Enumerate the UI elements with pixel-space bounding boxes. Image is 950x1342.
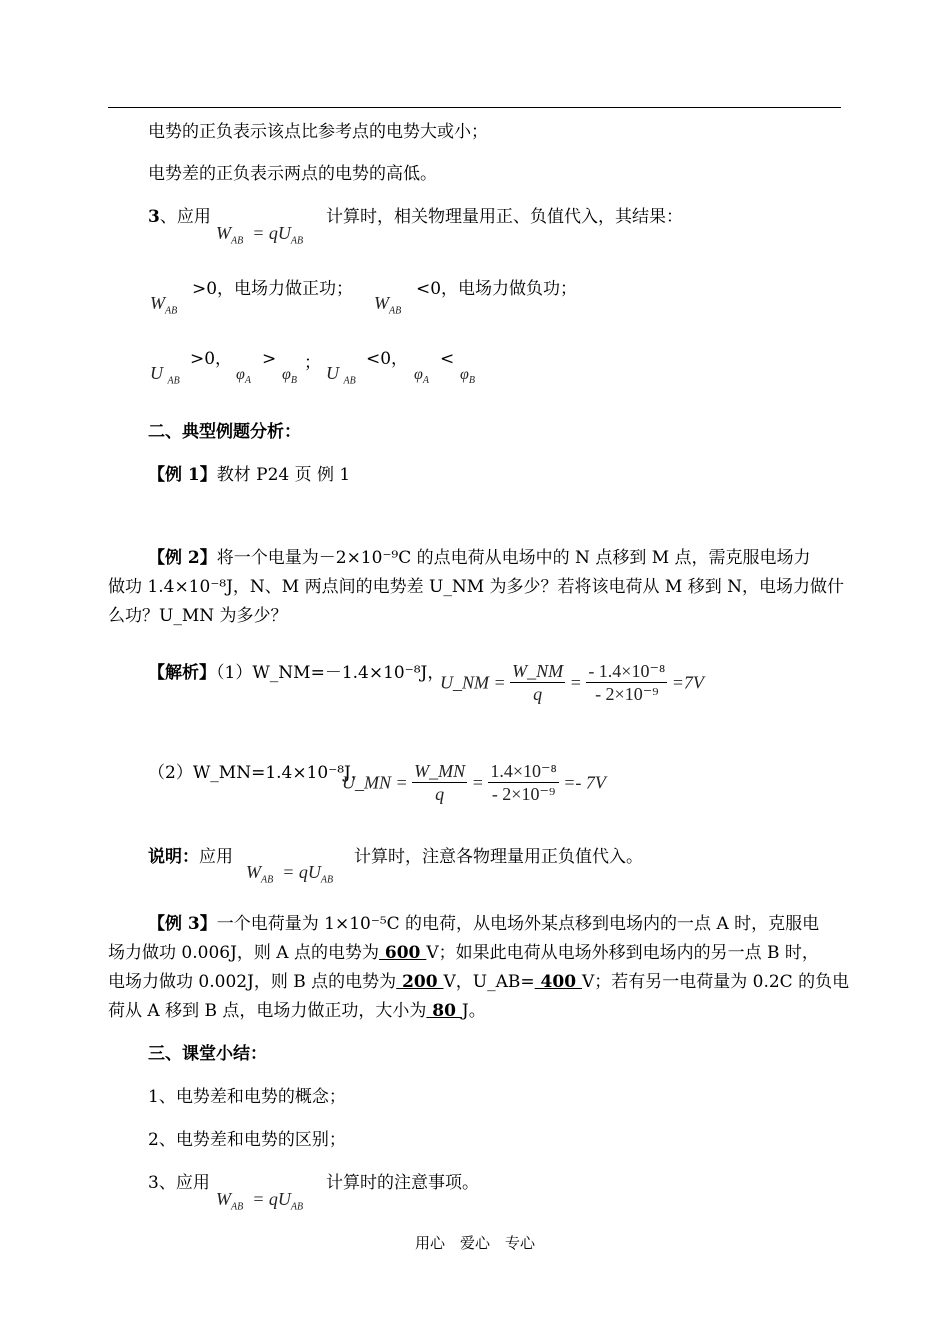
text-line-4b: <0，电场力做负功； [416, 279, 578, 299]
example-2-tag: 【例 2】 [148, 548, 217, 568]
section-heading-2: 二、典型例题分析： [148, 422, 301, 442]
symbol-uab-b: U $_{AB}$ [326, 363, 356, 387]
example-2-line-2: 做功 1.4×10⁻⁸J，N、M 两点间的电势差 U_NM 为多少？若将该电荷从 M 移到 N，电场力做什 [108, 577, 845, 597]
example-3-text-4a: 荷从 A 移到 B 点，电场力做正功，大小为 [108, 1001, 427, 1021]
fraction-numerator: - 1.4×10⁻⁸ [588, 661, 666, 681]
fraction-values-2 [488, 760, 558, 805]
note-apply: 应用 [199, 847, 233, 867]
summary-item-3-text: 计算时的注意事项。 [326, 1173, 479, 1193]
note-line [148, 846, 233, 868]
answer-work: 80 [426, 1001, 462, 1021]
section-heading-3: 三、课堂小结： [148, 1044, 267, 1064]
example-1-text: 教材 P24 页 例 1 [216, 465, 351, 485]
formula-wab-2: $W_{AB} = qU_{AB}$ [246, 862, 334, 886]
example-3-text-2b: V；如果此电荷从电场外移到电场内的另一点 B 时， [426, 943, 819, 963]
summary-item-2: 2、电势差和电势的区别； [148, 1130, 346, 1150]
text-line-4a: >0，电场力做正功； [192, 279, 354, 299]
example-3-line-4 [108, 1000, 486, 1022]
solution-tag: 【解析】 [148, 663, 216, 683]
page-footer: 用心 爱心 专心 [414, 1234, 535, 1252]
fraction-numerator: W_MN [414, 761, 466, 781]
fraction-wnm-q [510, 660, 565, 705]
text-semicolon: ； [304, 353, 321, 373]
symbol-phi-a-2: $\varphi_A$ [414, 366, 429, 387]
fraction-numerator: W_NM [512, 661, 564, 681]
fraction-denominator: q [435, 784, 445, 804]
example-3-text-4b: J。 [461, 1001, 486, 1021]
fraction-numerator: 1.4×10⁻⁸ [490, 761, 557, 781]
example-3-text-3c: V；若有另一电荷量为 0.2C 的负电 [581, 972, 850, 992]
example-3-line-2 [108, 942, 819, 964]
example-3-text-3a: 电场力做功 0.002J，则 B 点的电势为 [108, 972, 397, 992]
formula-result-2: =- 7V [563, 772, 606, 793]
example-3-line-3 [108, 971, 849, 993]
fraction-wmn-q [412, 760, 467, 805]
equals-sign: = [471, 772, 484, 793]
formula-umn [342, 760, 606, 805]
example-3-line-1 [148, 913, 819, 935]
text-uab-positive: >0， [190, 349, 233, 369]
answer-uab: 400 [534, 972, 582, 992]
note-text: 计算时，注意各物理量用正负值代入。 [354, 847, 643, 867]
example-2-text-1: 将一个电量为－2×10⁻⁹C 的点电荷从电场中的 N 点移到 M 点，需克服电场力 [216, 548, 811, 568]
formula-umn-lhs: U_MN = [342, 772, 408, 793]
symbol-phi-b-2: $\varphi_B$ [460, 366, 475, 387]
summary-item-1: 1、电势差和电势的概念； [148, 1087, 346, 1107]
fraction-values-1 [586, 660, 667, 705]
solution-line-1 [148, 662, 444, 684]
symbol-phi-a-1: $\varphi_A$ [236, 366, 251, 387]
example-2-line-1 [148, 547, 811, 569]
fraction-denominator: q [533, 684, 543, 704]
formula-wab-1: $W_{AB} = qU_{AB}$ [216, 223, 304, 247]
text-line-3b: 计算时，相关物理量用正、负值代入，其结果： [326, 207, 683, 227]
equals-sign: = [569, 672, 582, 693]
example-2-line-3: 么功？U_MN 为多少？ [108, 606, 288, 626]
formula-result-1: =7V [671, 672, 704, 693]
text-apply: 、应用 [159, 207, 211, 227]
formula-unm [440, 660, 704, 705]
example-1 [148, 464, 350, 486]
answer-a-potential: 600 [378, 943, 427, 963]
symbol-phi-b-1: $\varphi_B$ [282, 366, 297, 387]
text-greater: > [262, 349, 277, 369]
example-3-text-2a: 场力做功 0.006J，则 A 点的电势为 [108, 943, 379, 963]
solution-step-1: （1）W_NM=－1.4×10⁻⁸J， [216, 663, 445, 683]
header-rule [108, 107, 841, 108]
text-line-1: 电势的正负表示该点比参考点的电势大或小； [148, 122, 488, 142]
fraction-denominator: - 2×10⁻⁹ [595, 684, 659, 704]
text-less: < [440, 349, 455, 369]
formula-wab-3: $W_{AB} = qU_{AB}$ [216, 1189, 304, 1213]
formula-unm-lhs: U_NM = [440, 672, 506, 693]
example-3-text-3b: V，U_AB= [443, 972, 535, 992]
solution-step-2: （2）W_MN=1.4×10⁻⁸J， [148, 763, 368, 783]
answer-b-potential: 200 [396, 972, 444, 992]
symbol-wab-b: $W_{AB}$ [374, 293, 402, 317]
example-3-text-1: 一个电荷量为 1×10⁻⁵C 的电荷，从电场外某点移到电场内的一点 A 时，克服电 [216, 914, 820, 934]
text-line-2: 电势差的正负表示两点的电势的高低。 [148, 164, 437, 184]
symbol-uab-a: U $_{AB}$ [150, 363, 180, 387]
symbol-wab-a: $W_{AB}$ [150, 293, 178, 317]
summary-item-3: 3、应用 [148, 1173, 210, 1193]
example-3-tag: 【例 3】 [148, 914, 217, 934]
note-tag: 说明： [148, 847, 199, 867]
fraction-denominator: - 2×10⁻⁹ [491, 784, 556, 804]
item-number: 3 [148, 207, 160, 227]
text-line-3 [148, 206, 211, 228]
text-uab-negative: <0， [366, 349, 409, 369]
example-1-tag: 【例 1】 [148, 465, 217, 485]
